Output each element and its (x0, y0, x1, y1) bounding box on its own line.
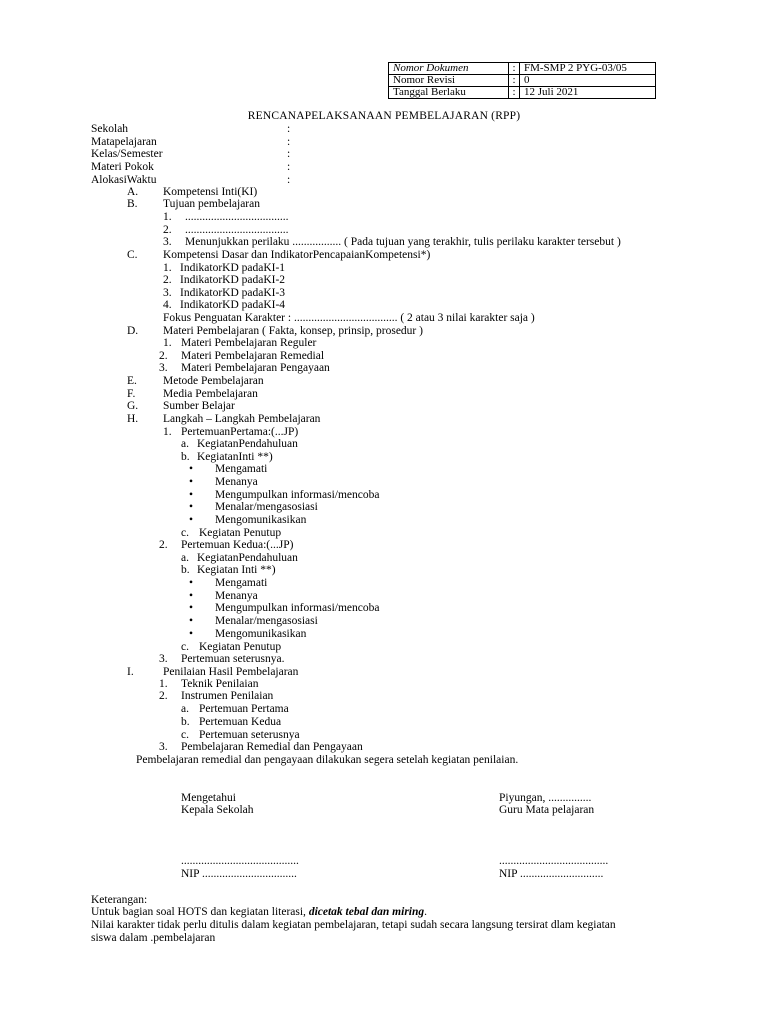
list-item: IndikatorKD padaKI-3 (180, 287, 286, 299)
list-item: Pertemuan seterusnya. (181, 653, 285, 665)
list-item: Kegiatan Inti **) (197, 564, 276, 576)
list-item: Materi Pembelajaran Remedial (181, 350, 325, 362)
section-c-heading: Kompetensi Dasar dan IndikatorPencapaianKompetensi*) (163, 249, 431, 261)
section-b-heading: Tujuan pembelajaran (163, 198, 260, 210)
list-number: 1. (159, 678, 168, 690)
bullet-icon (189, 501, 193, 514)
list-number: 3. (163, 236, 172, 248)
bullet-icon (189, 476, 193, 489)
section-letter: A. (127, 186, 139, 198)
identity-label-school: Sekolah (91, 123, 129, 135)
sign-left-nip: NIP ................................. (181, 868, 297, 880)
list-number: 2. (159, 350, 168, 362)
list-item: IndikatorKD padaKI-2 (180, 274, 286, 286)
remedial-note: Pembelajaran remedial dan pengayaan dilakukan segera setelah kegiatan penilaian. (136, 754, 519, 766)
section-d-heading: Materi Pembelajaran ( Fakta, konsep, prinsip, prosedur ) (163, 325, 423, 337)
section-letter: G. (127, 400, 139, 412)
list-number: 1. (163, 262, 172, 274)
colon: : (287, 123, 291, 135)
list-number: 2. (159, 539, 168, 551)
list-item: Pertemuan Kedua (199, 716, 282, 728)
section-a-heading: Kompetensi Inti(KI) (163, 186, 258, 198)
doc-number-value: FM-SMP 2 PYG-03/05 (520, 63, 656, 75)
bullet-icon (189, 590, 193, 603)
character-focus: Fokus Penguatan Karakter : .................................... ( 2 atau 3 nilai karakter saja ) (163, 312, 535, 324)
list-item: Mengomunikasikan (215, 628, 307, 640)
list-item: KegiatanInti **) (197, 451, 273, 463)
list-item: Menanya (215, 590, 258, 602)
colon: : (287, 148, 291, 160)
list-item: Menanya (215, 476, 258, 488)
revision-value: 0 (520, 75, 656, 87)
list-item: Materi Pembelajaran Reguler (181, 337, 317, 349)
list-number: 3. (163, 287, 172, 299)
notes-line-1-text: Untuk bagian soal HOTS dan kegiatan literasi, (91, 906, 309, 918)
list-item: .................................... (185, 211, 289, 223)
section-letter: H. (127, 413, 139, 425)
meeting-1-heading: PertemuanPertama:(...JP) (181, 426, 299, 438)
list-letter: b. (181, 564, 190, 576)
list-number: 1. (163, 337, 172, 349)
list-number: 2. (163, 274, 172, 286)
list-item: Materi Pembelajaran Pengayaan (181, 362, 330, 374)
list-item: KegiatanPendahuluan (197, 438, 298, 450)
bullet-icon (189, 602, 193, 615)
effective-date-value: 12 Juli 2021 (520, 87, 656, 99)
notes-emphasis: dicetak tebal dan miring (308, 906, 425, 918)
colon: : (287, 136, 291, 148)
page-title: RENCANAPELAKSANAAN PEMBELAJARAN (RPP) (247, 110, 521, 122)
section-letter: D. (127, 325, 139, 337)
notes-line-2: Nilai karakter tidak perlu ditulis dalam kegiatan pembelajaran, tetapi sudah secara langsung tersirat dlam kegiatan (91, 919, 616, 931)
identity-label-class: Kelas/Semester (91, 148, 163, 160)
list-item: Pembelajaran Remedial dan Pengayaan (181, 741, 363, 753)
section-letter: E. (127, 375, 137, 387)
list-item: Mengumpulkan informasi/mencoba (215, 489, 380, 501)
list-item: Mengumpulkan informasi/mencoba (215, 602, 380, 614)
section-letter: C. (127, 249, 138, 261)
list-letter: a. (181, 552, 189, 564)
sign-left-line2: Kepala Sekolah (181, 804, 254, 816)
list-item: KegiatanPendahuluan (197, 552, 298, 564)
section-i-heading: Penilaian Hasil Pembelajaran (163, 666, 299, 678)
list-item: IndikatorKD padaKI-1 (180, 262, 286, 274)
list-number: 3. (159, 653, 168, 665)
list-item: Instrumen Penilaian (181, 690, 274, 702)
identity-label-time: AlokasiWaktu (91, 174, 157, 186)
list-letter: b. (181, 716, 190, 728)
colon: : (509, 63, 520, 75)
sign-left-line1: Mengetahui (181, 792, 236, 804)
table-row (389, 87, 656, 99)
list-letter: b. (181, 451, 190, 463)
notes-title: Keterangan: (91, 894, 148, 906)
section-f-heading: Media Pembelajaran (163, 388, 258, 400)
list-number: 3. (159, 741, 168, 753)
list-item: Pertemuan Pertama (199, 703, 289, 715)
sign-right-line2: Guru Mata pelajaran (499, 804, 595, 816)
list-item: Mengomunikasikan (215, 514, 307, 526)
notes-line-3: siswa dalam .pembelajaran (91, 932, 216, 944)
identity-label-subject: Matapelajaran (91, 136, 157, 148)
list-number: 4. (163, 299, 172, 311)
list-number: 2. (163, 224, 172, 236)
doc-number-label: Nomor Dokumen (389, 63, 509, 75)
bullet-icon (189, 463, 193, 476)
list-item: Kegiatan Penutup (199, 527, 282, 539)
bullet-icon (189, 577, 193, 590)
effective-date-label: Tanggal Berlaku (389, 87, 509, 99)
list-letter: c. (181, 641, 189, 653)
identity-label-topic: Materi Pokok (91, 161, 154, 173)
section-h-heading: Langkah – Langkah Pembelajaran (163, 413, 321, 425)
section-letter: B. (127, 198, 138, 210)
list-item: Teknik Penilaian (181, 678, 259, 690)
list-item: Mengamati (215, 463, 268, 475)
sign-right-name-line: ...................................... (499, 855, 609, 867)
sign-right-nip: NIP ............................. (499, 868, 604, 880)
section-letter: I. (127, 666, 134, 678)
bullet-icon (189, 489, 193, 502)
colon: : (509, 75, 520, 87)
list-item: Menunjukkan perilaku ................. ( Pada tujuan yang terakhir, tulis perilaku karakter tersebut ) (185, 236, 621, 248)
bullet-icon (189, 514, 193, 527)
colon: : (509, 87, 520, 99)
list-number: 1. (163, 211, 172, 223)
meeting-2-heading: Pertemuan Kedua:(...JP) (181, 539, 294, 551)
list-number: 1. (163, 426, 172, 438)
list-letter: c. (181, 527, 189, 539)
colon: : (287, 161, 291, 173)
table-row (389, 63, 656, 75)
notes-line-1-end: . (424, 906, 428, 918)
list-item: Menalar/mengasosiasi (215, 501, 318, 513)
list-item: Pertemuan seterusnya (199, 729, 300, 741)
list-item: Mengamati (215, 577, 268, 589)
bullet-icon (189, 615, 193, 628)
revision-label: Nomor Revisi (389, 75, 509, 87)
list-item: Menalar/mengasosiasi (215, 615, 318, 627)
notes-line-1 (91, 906, 427, 919)
colon: : (287, 174, 291, 186)
table-row (389, 75, 656, 87)
list-item: Kegiatan Penutup (199, 641, 282, 653)
sign-right-line1: Piyungan, ............... (499, 792, 592, 804)
list-letter: a. (181, 438, 189, 450)
sign-left-name-line: ......................................... (181, 855, 299, 867)
section-g-heading: Sumber Belajar (163, 400, 235, 412)
list-number: 3. (159, 362, 168, 374)
bullet-icon (189, 628, 193, 641)
list-item: .................................... (185, 224, 289, 236)
list-letter: c. (181, 729, 189, 741)
list-item: IndikatorKD padaKI-4 (180, 299, 286, 311)
section-letter: F. (127, 388, 136, 400)
list-letter: a. (181, 703, 189, 715)
section-e-heading: Metode Pembelajaran (163, 375, 264, 387)
document-info-table (388, 62, 656, 99)
list-number: 2. (159, 690, 168, 702)
